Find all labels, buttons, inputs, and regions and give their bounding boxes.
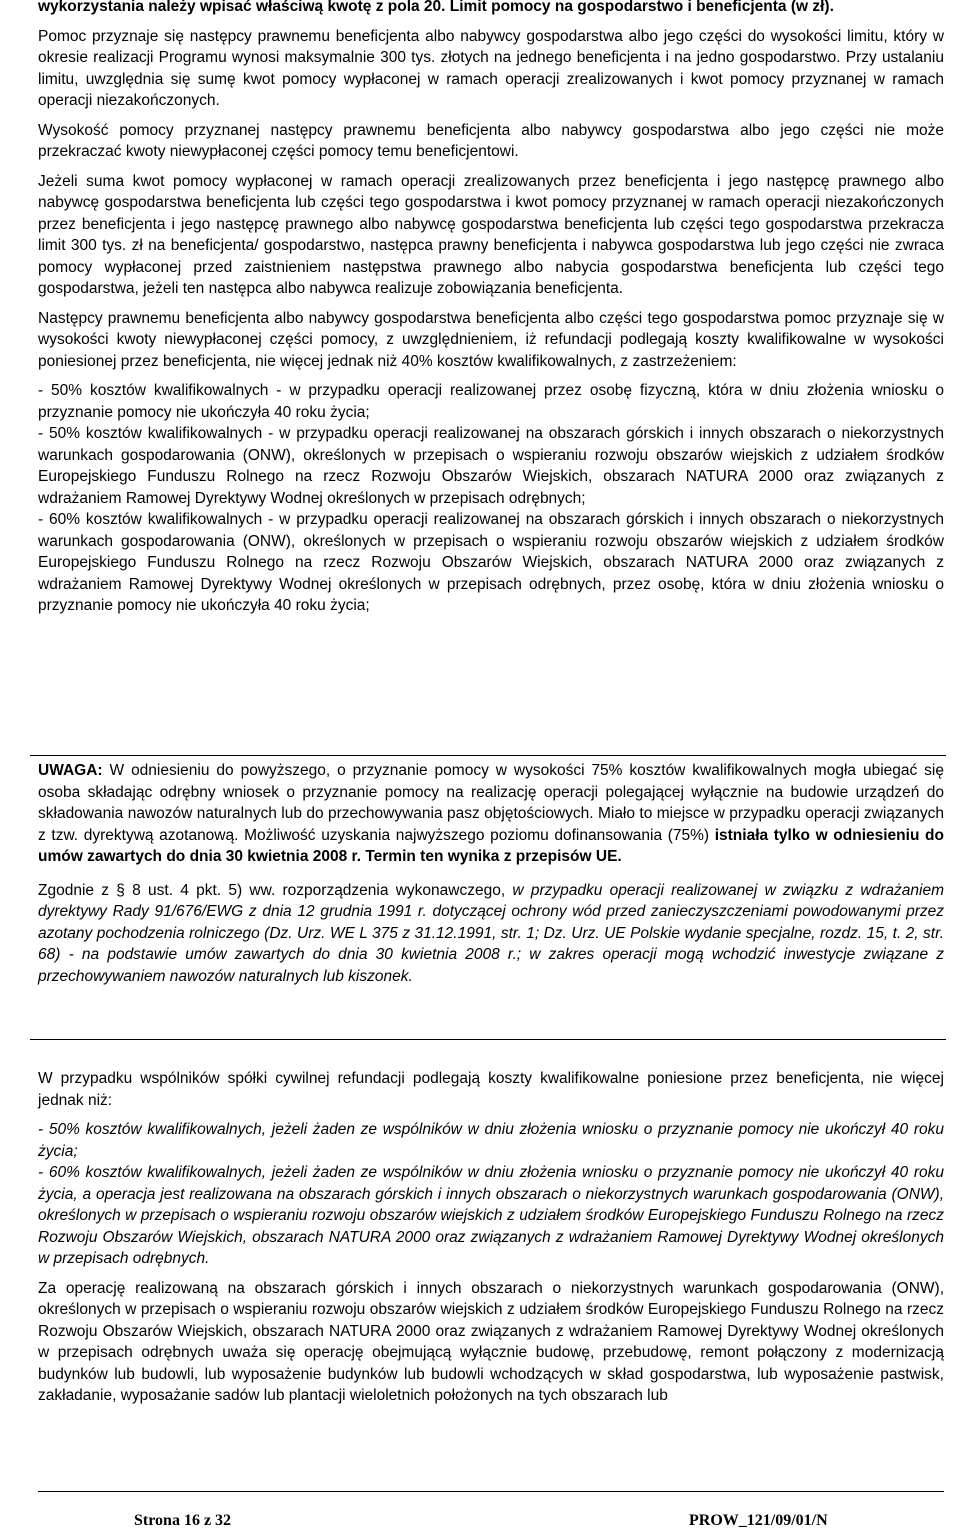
paragraph-sum: Jeżeli suma kwot pomocy wypłaconej w ramach operacji zrealizowanych przez beneficjenta i jego następcę prawnego albo nabywcę gospodarstwa beneficjenta lub części tego gospodarstwa i kwot pomocy przyznanej w ramach operacji niezakończonych przez beneficjenta i jego następcę prawnego albo nabywcę gospodarstwa beneficjenta lub części tego gospodarstwa przekracza limit 300 tys. zł na beneficjenta/ gospodarstwo, następca prawny beneficjenta i nabywca gospodarstwa lub jego części nie zwraca pomocy wypłaconej przed zaistnieniem następstwa prawnego albo nabycia gospodarstwa beneficjenta lub części tego gospodarstwa, jeżeli ten następca albo nabywca realizuje zobowiązania beneficjenta. — [38, 172, 944, 297]
paragraph-limit-a: Pomoc przyznaje się następcy prawnemu beneficjenta albo nabywcy gospodarstwa albo jego części do wysokości limitu, który w okresie realizacji Programu wynosi maksymalnie 300 tys. — [38, 27, 944, 66]
list-item: - 50% kosztów kwalifikowalnych - w przypadku operacji realizowanej przez osobę fizyczną, która w dniu złożenia wniosku o przyznanie pomocy nie ukończyła 40 roku życia; — [38, 382, 944, 421]
paragraph-limit — [38, 26, 944, 112]
document-page — [38, 0, 944, 617]
uwaga-bold-text: istniała tylko w odniesieniu do umów zawartych do dnia 30 kwietnia 2008 r. Termin ten wynika z przepisów UE. — [38, 826, 944, 865]
document-page-lower — [38, 1068, 944, 1407]
paragraph-limit-b: złotych na jednego beneficjenta i na jedno gospodarstwo. — [435, 49, 841, 66]
regulation-end: ; w zakres operacji mogą wchodzić inwestycje związane z przechowywaniem nawozów naturalnych lub kiszonek. — [38, 946, 945, 985]
paragraph-partners: W przypadku wspólników spółki cywilnej refundacji podlegają koszty kwalifikowalne poniesione przez beneficjenta, nie więcej jednak niż: — [38, 1070, 944, 1109]
paragraph-limit-c: Przy ustalaniu limitu, uwzględnia się sumę kwot pomocy wypłaconej w ramach operacji zrealizowanych i kwot pomocy przyznanej w ramach operacji niezakończonych. — [38, 49, 944, 109]
paragraph-onw: Za operację realizowaną na obszarach górskich i innych obszarach o niekorzystnych warunkach gospodarowania (ONW), określonych w przepisach o wspieraniu rozwoju obszarów wiejskich z udziałem środków Europejskiego Funduszu Rolnego na rzecz Rozwoju Obszarów Wiejskich, obszarach NATURA 2000 oraz związanych z wdrażaniem Ramowej Dyrektywy Wodnej określonych w przepisach odrębnych uważa się operację obejmującą wyłącznie budowę, przebudowę, remont połączony z modernizacją budynków lub budowli, lub wyposażenie budynków lub budowli wchodzących w skład gospodarstwa, lub wyposażenie pastwisk, zakładanie, wyposażanie sadów lub plantacji wieloletnich położonych na tych obszarach lub — [38, 1279, 944, 1404]
document-code: PROW_121/09/01/N — [689, 1512, 828, 1529]
intro-line: wykorzystania należy wpisać właściwą kwotę z pola 20. Limit pomocy na gospodarstwo i beneficjenta (w zł). — [38, 0, 834, 15]
paragraph-refund: Następcy prawnemu beneficjenta albo nabywcy gospodarstwa beneficjenta albo części tego gospodarstwa pomoc przyznaje się w wysokości kwoty niewypłaconej części pomocy, z uwzględnieniem, iż refundacji podlegają koszty kwalifikowalne w wysokości poniesionej przez beneficjenta, nie więcej jednak niż 40% kosztów kwalifikowalnych, z zastrzeżeniem: — [38, 309, 944, 370]
uwaga-paragraph — [38, 760, 944, 868]
list-item: - 60% kosztów kwalifikowalnych - w przypadku operacji realizowanej na obszarach górskich i innych obszarach o niekorzystnych warunkach gospodarowania (ONW), określonych w przepisach o wspieraniu rozwoju obszarów wiejskich z udziałem środków Europejskiego Funduszu Rolnego na rzecz Rozwoju Obszarów Wiejskich, obszarach NATURA 2000 oraz związanych z wdrażaniem Ramowej Dyrektywy Wodnej określonych w przepisach odrębnych, przez osobę, która w dniu złożenia wniosku o przyznanie pomocy nie ukończyła 40 roku życia; — [38, 511, 944, 614]
regulation-italic: w przypadku operacji realizowanej w związku z wdrażaniem dyrektywy Rady 91/676/EWG z dnia 12 grudnia 1991 r. dotyczącej ochrony wód przed zanieczyszczeniami powodowanymi przez azotany pochodzenia rolniczego (Dz. Urz. WE L 375 z 31.12.1991, str. 1; Dz. Urz. UE Polskie wydanie specjalne, rozdz. 15, t. 2, str. 68) - na podstawie umów zawartych do dnia 30 kwietnia 2008 r. — [38, 881, 944, 963]
footer-divider — [38, 1491, 944, 1492]
regulation-paragraph — [38, 880, 944, 988]
regulation-intro: Zgodnie z § 8 ust. 4 pkt. 5) ww. rozporządzenia wykonawczego, — [38, 881, 513, 899]
list-item: - 60% kosztów kwalifikowalnych, jeżeli żaden ze wspólników w dniu złożenia wniosku o przyznanie pomocy nie ukończył 40 roku życia, a operacja jest realizowana na obszarach górskich i innych obszarach o niekorzystnych warunkach gospodarowania (ONW), określonych w przepisach o wspieraniu rozwoju obszarów wiejskich z udziałem środków Europejskiego Funduszu Rolnego na rzecz Rozwoju Obszarów Wiejskich, obszarach NATURA 2000 oraz związanych z wdrażaniem Ramowej Dyrektywy Wodnej określonych w przepisach odrębnych. — [38, 1164, 944, 1267]
page-number: Strona 16 z 32 — [134, 1512, 232, 1529]
paragraph-successor: Wysokość pomocy przyznanej następcy prawnemu beneficjenta albo nabywcy gospodarstwa albo jego części nie może przekraczać kwoty niewypłaconej części pomocy temu beneficjentowi. — [38, 121, 944, 160]
uwaga-box — [30, 755, 946, 1040]
uwaga-text: W odniesieniu do powyższego, o przyznanie pomocy w wysokości 75% kosztów kwalifikowalnych mogła ubiegać się osoba składając odrębny wniosek o przyznanie pomocy na realizację operacji polegającej wyłącznie na budowie urządzeń do składowania nawozów naturalnych lub do przechowywania pasz objętościowych. Miało to miejsce w przypadku operacji związanych z tzw. dyrektywą azotanową. Możliwość uzyskania najwyższego poziomu dofinansowania (75%) — [38, 762, 944, 844]
list-item: - 50% kosztów kwalifikowalnych, jeżeli żaden ze wspólników w dniu złożenia wniosku o przyznanie pomocy nie ukończył 40 roku życia; — [38, 1121, 944, 1160]
list-item: - 50% kosztów kwalifikowalnych - w przypadku operacji realizowanej na obszarach górskich i innych obszarach o niekorzystnych warunkach gospodarowania (ONW), określonych w przepisach o wspieraniu rozwoju obszarów wiejskich z udziałem środków Europejskiego Funduszu Rolnego na rzecz Rozwoju Obszarów Wiejskich, obszarach NATURA 2000 oraz związanych z wdrażaniem Ramowej Dyrektywy Wodnej określonych w przepisach odrębnych; — [38, 425, 944, 507]
uwaga-label: UWAGA: — [38, 762, 103, 779]
